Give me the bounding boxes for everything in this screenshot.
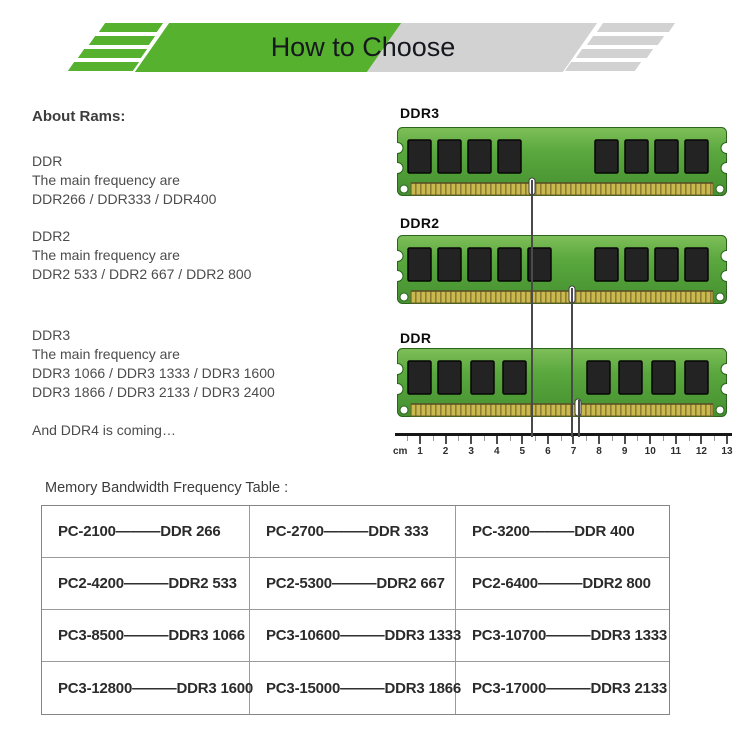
about-ddr-section bbox=[32, 152, 372, 209]
ddr2-module-label: DDR2 bbox=[400, 215, 440, 231]
table-cell: PC-2100———DDR 266 bbox=[42, 506, 250, 558]
ddr-module-label: DDR bbox=[400, 330, 432, 346]
ruler-minor-tick bbox=[663, 436, 664, 441]
ruler-tick-label: 1 bbox=[417, 446, 423, 457]
ruler-major-tick bbox=[624, 436, 626, 444]
ddr2-name: DDR2 bbox=[32, 228, 71, 244]
banner-title: How to Choose bbox=[270, 32, 456, 62]
table-cell: PC3-10600———DDR3 1333 bbox=[250, 610, 456, 662]
table-cell: PC3-8500———DDR3 1066 bbox=[42, 610, 250, 662]
ruler-major-tick bbox=[470, 436, 472, 444]
ddr3-notch-pointer-line bbox=[531, 180, 533, 437]
ruler-major-tick bbox=[419, 436, 421, 444]
ruler-minor-tick bbox=[714, 436, 715, 441]
ruler-tick-label: 4 bbox=[493, 446, 500, 457]
ddr3-module-image bbox=[397, 127, 727, 197]
ddr-frequencies: DDR266 / DDR333 / DDR400 bbox=[32, 191, 217, 207]
ruler-minor-tick bbox=[612, 436, 613, 441]
mounting-hole bbox=[400, 406, 408, 414]
ruler-tick-label: 5 bbox=[519, 446, 526, 457]
table-cell: PC3-12800———DDR3 1600 bbox=[42, 662, 250, 714]
about-ddr2-section bbox=[32, 227, 372, 284]
ruler-major-tick bbox=[649, 436, 651, 444]
ddr3-frequencies: DDR3 1066 / DDR3 1333 / DDR3 1600 bbox=[32, 365, 275, 381]
banner-stripe bbox=[68, 62, 139, 71]
ddr-name: DDR bbox=[32, 153, 63, 169]
memory-bandwidth-table bbox=[41, 505, 670, 715]
ruler-tick-label: 2 bbox=[442, 446, 449, 457]
ruler-minor-tick bbox=[433, 436, 434, 441]
table-cell: PC3-15000———DDR3 1866 bbox=[250, 662, 456, 714]
ruler-major-tick bbox=[521, 436, 523, 444]
cm-ruler bbox=[393, 433, 735, 465]
banner-stripe bbox=[99, 23, 163, 32]
ruler-tick-label: 7 bbox=[570, 446, 577, 457]
ruler-tick-label: 8 bbox=[596, 446, 602, 457]
ruler-major-tick bbox=[572, 436, 574, 444]
ruler-tick-label: 12 bbox=[695, 446, 707, 457]
ddr-notch-pointer-line bbox=[578, 400, 580, 437]
banner-stripe bbox=[89, 36, 155, 45]
banner-stripe bbox=[587, 36, 664, 45]
about-ddr3-section bbox=[32, 326, 372, 402]
mounting-hole bbox=[716, 406, 724, 414]
table-cell: PC2-4200———DDR2 533 bbox=[42, 558, 250, 610]
ruler-tick-label: 6 bbox=[545, 446, 551, 457]
ddr3-intro: The main frequency are bbox=[32, 346, 180, 362]
table-title: Memory Bandwidth Frequency Table : bbox=[45, 480, 289, 496]
ruler-tick-label: 3 bbox=[468, 446, 474, 457]
banner-stripe bbox=[576, 49, 653, 58]
gold-pin-strip bbox=[411, 404, 713, 416]
ruler-major-tick bbox=[445, 436, 447, 444]
table-cell: PC2-6400———DDR2 800 bbox=[456, 558, 669, 610]
ruler-tick-label: 9 bbox=[621, 446, 628, 457]
ruler-major-tick bbox=[496, 436, 498, 444]
ruler-minor-tick bbox=[561, 436, 562, 441]
ruler-major-tick bbox=[675, 436, 677, 444]
ddr2-intro: The main frequency are bbox=[32, 247, 180, 263]
table-cell: PC2-5300———DDR2 667 bbox=[250, 558, 456, 610]
ddr-module-image bbox=[397, 348, 727, 418]
ruler-minor-tick bbox=[407, 436, 408, 441]
ruler-minor-tick bbox=[689, 436, 690, 441]
about-heading: About Rams: bbox=[32, 108, 126, 125]
ruler-tick-label: 10 bbox=[644, 446, 656, 457]
table-cell: PC3-17000———DDR3 2133 bbox=[472, 679, 668, 697]
ruler-major-tick bbox=[700, 436, 702, 444]
banner-stripe bbox=[597, 23, 675, 32]
ruler-minor-tick bbox=[484, 436, 485, 441]
ddr-intro: The main frequency are bbox=[32, 172, 180, 188]
ruler-unit-label: cm bbox=[393, 446, 408, 457]
ruler-tick-label: 11 bbox=[670, 446, 682, 457]
table-cell: PC3-10700———DDR3 1333 bbox=[456, 610, 669, 662]
ruler-major-tick bbox=[598, 436, 600, 444]
ruler-minor-tick bbox=[510, 436, 511, 441]
ruler-major-tick bbox=[726, 436, 728, 444]
banner-stripe bbox=[78, 49, 147, 58]
ddr3-frequencies: DDR3 1866 / DDR3 2133 / DDR3 2400 bbox=[32, 384, 275, 400]
table-cell: PC-3200———DDR 400 bbox=[456, 506, 669, 558]
gold-pin-strip bbox=[411, 183, 713, 195]
mounting-hole bbox=[400, 185, 408, 193]
ddr2-frequencies: DDR2 533 / DDR2 667 / DDR2 800 bbox=[32, 266, 252, 282]
mounting-hole bbox=[716, 293, 724, 301]
ruler-minor-tick bbox=[637, 436, 638, 441]
ddr3-name: DDR3 bbox=[32, 327, 71, 343]
ruler-minor-tick bbox=[586, 436, 587, 441]
ruler-minor-tick bbox=[535, 436, 536, 441]
about-rams-text bbox=[32, 107, 372, 440]
ddr3-module-label: DDR3 bbox=[400, 105, 440, 121]
banner-stripe bbox=[565, 62, 641, 71]
ruler-tick-label: 13 bbox=[721, 446, 733, 457]
mounting-hole bbox=[400, 293, 408, 301]
table-cell: PC-2700———DDR 333 bbox=[250, 506, 456, 558]
ruler-minor-tick bbox=[458, 436, 459, 441]
ddr2-module-image bbox=[397, 235, 727, 305]
ddr4-footnote: And DDR4 is coming… bbox=[32, 422, 176, 438]
ruler-major-tick bbox=[547, 436, 549, 444]
ddr2-notch-pointer-line bbox=[571, 288, 573, 437]
mounting-hole bbox=[716, 185, 724, 193]
gold-pin-strip bbox=[411, 291, 713, 303]
